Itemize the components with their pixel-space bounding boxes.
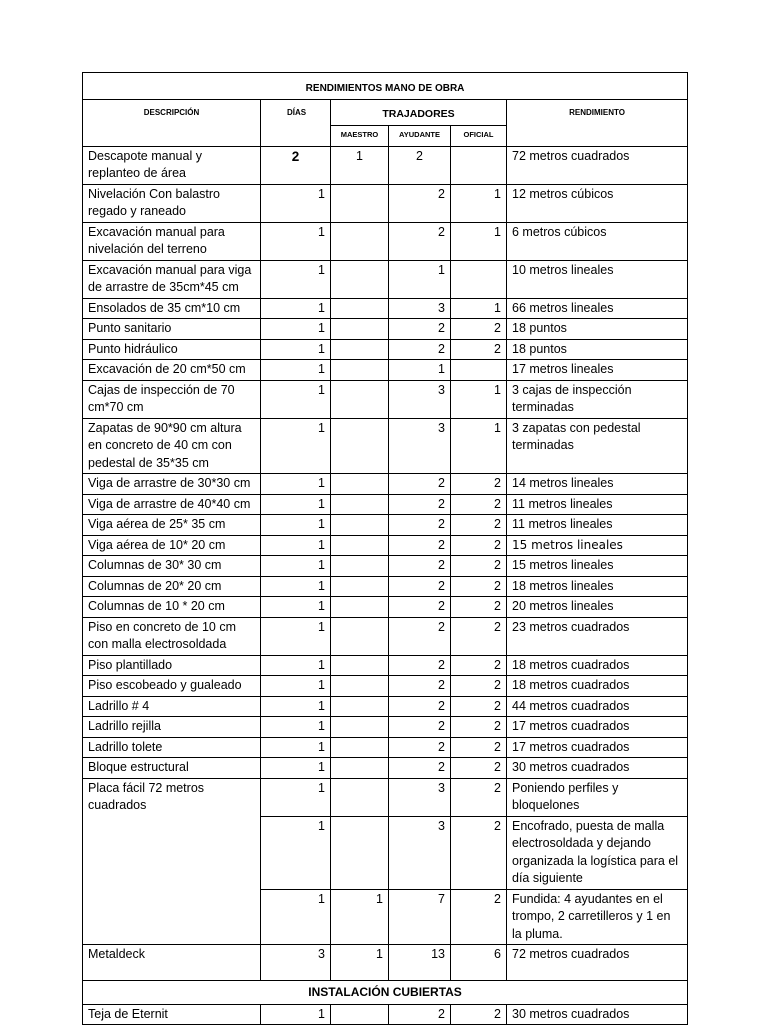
cell-maestro: 1 [331, 945, 389, 981]
cell-descripcion: Bloque estructural [83, 758, 261, 779]
table-row [83, 222, 688, 260]
table-row [83, 494, 688, 515]
cell-descripcion [83, 816, 261, 889]
cell-descripcion: Piso en concreto de 10 cm con malla electrosoldada [83, 617, 261, 655]
cell-descripcion: Viga aérea de 10* 20 cm [83, 535, 261, 556]
cell-maestro [331, 758, 389, 779]
table-row [83, 778, 688, 816]
header-rendimiento: RENDIMIENTO [507, 100, 688, 147]
cell-dias: 1 [261, 319, 331, 340]
cell-dias: 3 [261, 945, 331, 981]
table-row [83, 319, 688, 340]
cell-ayudante: 3 [389, 298, 451, 319]
cell-descripcion: Ensolados de 35 cm*10 cm [83, 298, 261, 319]
header-dias: DÍAS [261, 100, 331, 147]
cell-dias: 2 [261, 146, 331, 184]
cell-descripcion: Excavación manual para viga de arrastre de 35cm*45 cm [83, 260, 261, 298]
cell-oficial: 2 [451, 696, 507, 717]
header-trabajadores: TRAJADORES [331, 100, 507, 126]
cell-oficial: 6 [451, 945, 507, 981]
cell-maestro: 1 [331, 146, 389, 184]
cell-maestro [331, 260, 389, 298]
cell-maestro [331, 339, 389, 360]
cell-rendimiento: 3 zapatas con pedestal terminadas [507, 418, 688, 474]
cell-maestro [331, 696, 389, 717]
cell-rendimiento: 23 metros cuadrados [507, 617, 688, 655]
cell-descripcion: Ladrillo # 4 [83, 696, 261, 717]
cell-ayudante: 2 [389, 535, 451, 556]
labor-performance-table [82, 72, 688, 1025]
cell-oficial [451, 146, 507, 184]
cell-rendimiento: 17 metros cuadrados [507, 737, 688, 758]
cell-dias: 1 [261, 494, 331, 515]
cell-oficial: 2 [451, 556, 507, 577]
table-row [83, 816, 688, 889]
cell-dias: 1 [261, 617, 331, 655]
table-row [83, 146, 688, 184]
cell-rendimiento: 30 metros cuadrados [507, 1004, 688, 1025]
cell-oficial: 2 [451, 717, 507, 738]
cell-rendimiento: 11 metros lineales [507, 494, 688, 515]
cell-maestro [331, 360, 389, 381]
cell-oficial: 2 [451, 597, 507, 618]
table-row [83, 758, 688, 779]
cell-dias: 1 [261, 696, 331, 717]
cell-descripcion: Punto sanitario [83, 319, 261, 340]
cell-rendimiento: 15 metros lineales [507, 556, 688, 577]
cell-maestro [331, 494, 389, 515]
cell-descripcion: Excavación de 20 cm*50 cm [83, 360, 261, 381]
table-row [83, 945, 688, 981]
cell-ayudante: 3 [389, 816, 451, 889]
table-row [83, 515, 688, 536]
cell-oficial: 2 [451, 339, 507, 360]
cell-maestro [331, 617, 389, 655]
cell-ayudante: 2 [389, 676, 451, 697]
cell-descripcion: Piso plantillado [83, 655, 261, 676]
table-row [83, 696, 688, 717]
cell-oficial: 2 [451, 889, 507, 945]
table-row [83, 360, 688, 381]
cell-dias: 1 [261, 758, 331, 779]
table-row [83, 556, 688, 577]
cell-maestro [331, 576, 389, 597]
cell-oficial: 2 [451, 1004, 507, 1025]
cell-dias: 1 [261, 816, 331, 889]
cell-descripcion: Punto hidráulico [83, 339, 261, 360]
cell-rendimiento: 6 metros cúbicos [507, 222, 688, 260]
cell-oficial: 2 [451, 319, 507, 340]
cell-ayudante: 2 [389, 696, 451, 717]
section-title: INSTALACIÓN CUBIERTAS [83, 981, 688, 1005]
cell-dias: 1 [261, 360, 331, 381]
cell-rendimiento: Poniendo perfiles y bloquelones [507, 778, 688, 816]
cell-dias: 1 [261, 576, 331, 597]
cell-dias: 1 [261, 474, 331, 495]
cell-oficial: 2 [451, 778, 507, 816]
cell-dias: 1 [261, 737, 331, 758]
cell-rendimiento: 11 metros lineales [507, 515, 688, 536]
cell-descripcion: Teja de Eternit [83, 1004, 261, 1025]
cell-ayudante: 3 [389, 778, 451, 816]
cell-dias: 1 [261, 260, 331, 298]
cell-oficial: 2 [451, 515, 507, 536]
cell-rendimiento: Encofrado, puesta de malla electrosoldada y dejando organizada la logística para el día siguiente [507, 816, 688, 889]
cell-oficial: 2 [451, 535, 507, 556]
cell-maestro [331, 816, 389, 889]
header-row [83, 100, 688, 126]
cell-dias: 1 [261, 556, 331, 577]
cell-oficial: 2 [451, 676, 507, 697]
cell-dias: 1 [261, 535, 331, 556]
cell-oficial [451, 360, 507, 381]
cell-ayudante: 2 [389, 717, 451, 738]
cell-descripcion: Viga aérea de 25* 35 cm [83, 515, 261, 536]
cell-oficial: 2 [451, 474, 507, 495]
cell-descripcion: Excavación manual para nivelación del terreno [83, 222, 261, 260]
cell-maestro [331, 474, 389, 495]
cell-maestro [331, 535, 389, 556]
cell-descripcion: Ladrillo tolete [83, 737, 261, 758]
cell-dias: 1 [261, 184, 331, 222]
cell-dias: 1 [261, 418, 331, 474]
cell-maestro [331, 676, 389, 697]
cell-oficial: 1 [451, 298, 507, 319]
cell-ayudante: 2 [389, 339, 451, 360]
cell-ayudante: 3 [389, 380, 451, 418]
cell-dias: 1 [261, 676, 331, 697]
cell-dias: 1 [261, 655, 331, 676]
table-row [83, 298, 688, 319]
cell-maestro [331, 1004, 389, 1025]
cell-rendimiento: 12 metros cúbicos [507, 184, 688, 222]
cell-ayudante: 2 [389, 737, 451, 758]
cell-oficial: 2 [451, 576, 507, 597]
table-row [83, 717, 688, 738]
cell-descripcion: Nivelación Con balastro regado y raneado [83, 184, 261, 222]
cell-ayudante: 2 [389, 655, 451, 676]
cell-ayudante: 13 [389, 945, 451, 981]
cell-rendimiento: 44 metros cuadrados [507, 696, 688, 717]
cell-rendimiento: 10 metros lineales [507, 260, 688, 298]
subheader-ayudante: AYUDANTE [389, 126, 451, 147]
cell-oficial: 2 [451, 617, 507, 655]
subheader-maestro: MAESTRO [331, 126, 389, 147]
cell-rendimiento: 66 metros lineales [507, 298, 688, 319]
cell-maestro [331, 515, 389, 536]
table-row [83, 474, 688, 495]
table-row [83, 676, 688, 697]
cell-descripcion: Viga de arrastre de 30*30 cm [83, 474, 261, 495]
cell-descripcion: Placa fácil 72 metros cuadrados [83, 778, 261, 816]
cell-oficial: 1 [451, 184, 507, 222]
cell-rendimiento: 18 puntos [507, 319, 688, 340]
cell-rendimiento: Fundida: 4 ayudantes en el trompo, 2 carretilleros y 1 en la pluma. [507, 889, 688, 945]
cell-ayudante: 2 [389, 758, 451, 779]
cell-maestro [331, 655, 389, 676]
cell-ayudante: 2 [389, 515, 451, 536]
table-row [83, 617, 688, 655]
table-row [83, 418, 688, 474]
cell-maestro [331, 737, 389, 758]
table-row [83, 260, 688, 298]
table-row [83, 655, 688, 676]
cell-rendimiento: 30 metros cuadrados [507, 758, 688, 779]
cell-ayudante: 2 [389, 474, 451, 495]
cell-ayudante: 2 [389, 184, 451, 222]
cell-rendimiento: 72 metros cuadrados [507, 146, 688, 184]
cell-descripcion: Zapatas de 90*90 cm altura en concreto de 40 cm con pedestal de 35*35 cm [83, 418, 261, 474]
cell-maestro: 1 [331, 889, 389, 945]
cell-dias: 1 [261, 339, 331, 360]
cell-descripcion: Columnas de 10 * 20 cm [83, 597, 261, 618]
cell-maestro [331, 717, 389, 738]
cell-maestro [331, 319, 389, 340]
table-row [83, 535, 688, 556]
cell-oficial: 2 [451, 494, 507, 515]
cell-maestro [331, 778, 389, 816]
table-row [83, 380, 688, 418]
cell-descripcion: Piso escobeado y gualeado [83, 676, 261, 697]
cell-descripcion: Descapote manual y replanteo de área [83, 146, 261, 184]
table-row [83, 889, 688, 945]
cell-dias: 1 [261, 222, 331, 260]
cell-rendimiento: 17 metros lineales [507, 360, 688, 381]
cell-descripcion: Columnas de 20* 20 cm [83, 576, 261, 597]
cell-rendimiento: 18 puntos [507, 339, 688, 360]
cell-oficial: 1 [451, 380, 507, 418]
cell-maestro [331, 184, 389, 222]
cell-ayudante: 1 [389, 360, 451, 381]
cell-ayudante: 1 [389, 260, 451, 298]
cell-rendimiento: 3 cajas de inspección terminadas [507, 380, 688, 418]
labor-performance-table-container [82, 72, 688, 1025]
cell-maestro [331, 418, 389, 474]
cell-ayudante: 2 [389, 1004, 451, 1025]
cell-rendimiento: 18 metros lineales [507, 576, 688, 597]
table-row [83, 737, 688, 758]
table-title: RENDIMIENTOS MANO DE OBRA [83, 73, 688, 100]
cell-maestro [331, 597, 389, 618]
cell-maestro [331, 556, 389, 577]
cell-dias: 1 [261, 298, 331, 319]
cell-dias: 1 [261, 597, 331, 618]
cell-maestro [331, 380, 389, 418]
cell-descripcion: Viga de arrastre de 40*40 cm [83, 494, 261, 515]
cell-descripcion [83, 889, 261, 945]
cell-rendimiento: 18 metros cuadrados [507, 676, 688, 697]
cell-descripcion: Ladrillo rejilla [83, 717, 261, 738]
table-row [83, 597, 688, 618]
cell-oficial: 2 [451, 816, 507, 889]
cell-ayudante: 2 [389, 556, 451, 577]
section-row [83, 981, 688, 1005]
cell-ayudante: 3 [389, 418, 451, 474]
cell-descripcion: Cajas de inspección de 70 cm*70 cm [83, 380, 261, 418]
cell-rendimiento: 14 metros lineales [507, 474, 688, 495]
cell-dias: 1 [261, 380, 331, 418]
cell-dias: 1 [261, 889, 331, 945]
table-row [83, 576, 688, 597]
subheader-oficial: OFICIAL [451, 126, 507, 147]
cell-oficial: 2 [451, 737, 507, 758]
cell-dias: 1 [261, 515, 331, 536]
cell-oficial [451, 260, 507, 298]
table-row [83, 184, 688, 222]
cell-ayudante: 2 [389, 617, 451, 655]
cell-ayudante: 2 [389, 494, 451, 515]
cell-oficial: 1 [451, 418, 507, 474]
cell-oficial: 1 [451, 222, 507, 260]
cell-ayudante: 7 [389, 889, 451, 945]
cell-ayudante: 2 [389, 222, 451, 260]
cell-descripcion: Columnas de 30* 30 cm [83, 556, 261, 577]
table-title-row [83, 73, 688, 100]
cell-maestro [331, 222, 389, 260]
cell-dias: 1 [261, 778, 331, 816]
cell-ayudante: 2 [389, 597, 451, 618]
cell-descripcion: Metaldeck [83, 945, 261, 981]
cell-rendimiento: 15 metros lineales [507, 535, 688, 556]
cell-rendimiento: 72 metros cuadrados [507, 945, 688, 981]
table-row [83, 1004, 688, 1025]
table-row [83, 339, 688, 360]
cell-oficial: 2 [451, 655, 507, 676]
cell-rendimiento: 18 metros cuadrados [507, 655, 688, 676]
cell-dias: 1 [261, 1004, 331, 1025]
cell-rendimiento: 20 metros lineales [507, 597, 688, 618]
cell-oficial: 2 [451, 758, 507, 779]
cell-ayudante: 2 [389, 576, 451, 597]
cell-rendimiento: 17 metros cuadrados [507, 717, 688, 738]
cell-ayudante: 2 [389, 319, 451, 340]
cell-ayudante: 2 [389, 146, 451, 184]
header-descripcion: DESCRIPCIÓN [83, 100, 261, 147]
cell-maestro [331, 298, 389, 319]
cell-dias: 1 [261, 717, 331, 738]
